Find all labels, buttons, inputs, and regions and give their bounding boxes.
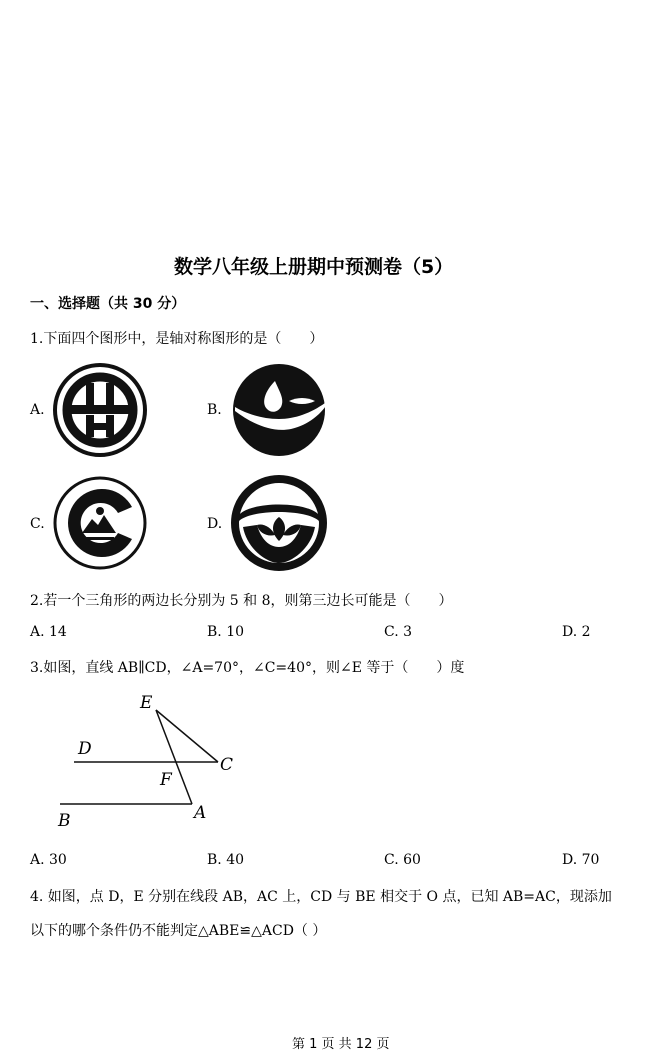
section-heading: 一、选择题（共 30 分） (30, 296, 186, 312)
q1-option-c-figure (52, 475, 148, 571)
q3-option-d: D. 70 (562, 852, 600, 868)
point-label-f: F (160, 770, 172, 790)
point-label-b: B (58, 811, 71, 831)
q3-option-a: A. 30 (30, 852, 67, 868)
page-footer: 第 1 页 共 12 页 (292, 1037, 390, 1052)
q3-geometry-diagram (50, 688, 250, 834)
question-1-stem: 1.下面四个图形中，是轴对称图形的是（ ） (30, 331, 324, 347)
question-4-line-2: 以下的哪个条件仍不能判定△ABE≌△ACD（ ） (30, 923, 327, 939)
q3-option-c: C. 60 (384, 852, 421, 868)
question-4-line-1: 4. 如图，点 D，E 分别在线段 AB，AC 上，CD 与 BE 相交于 O 点，已知 AB=AC，现添加 (30, 889, 612, 905)
point-label-d: D (78, 739, 92, 759)
q1-option-d-figure (231, 475, 327, 571)
q3-option-b: B. 40 (207, 852, 245, 868)
point-label-c: C (220, 755, 234, 775)
point-label-e: E (140, 693, 153, 713)
q2-option-a: A. 14 (30, 624, 67, 640)
question-3-stem: 3.如图，直线 AB∥CD，∠A=70°，∠C=40°，则∠E 等于（ ）度 (30, 660, 465, 676)
q2-option-c: C. 3 (384, 624, 413, 640)
q1-option-d-label: D. (207, 516, 223, 532)
question-2-stem: 2.若一个三角形的两边长分别为 5 和 8，则第三边长可能是（ ） (30, 593, 453, 609)
q2-option-d: D. 2 (562, 624, 591, 640)
q1-option-a-label: A. (30, 402, 45, 418)
point-label-a: A (194, 803, 207, 823)
q1-option-c-label: C. (30, 516, 45, 532)
q1-option-b-label: B. (207, 402, 222, 418)
q2-option-b: B. 10 (207, 624, 245, 640)
q1-option-a-figure (52, 361, 148, 459)
page-title: 数学八年级上册期中预测卷（5） (174, 256, 454, 278)
q1-option-b-figure (231, 363, 327, 457)
